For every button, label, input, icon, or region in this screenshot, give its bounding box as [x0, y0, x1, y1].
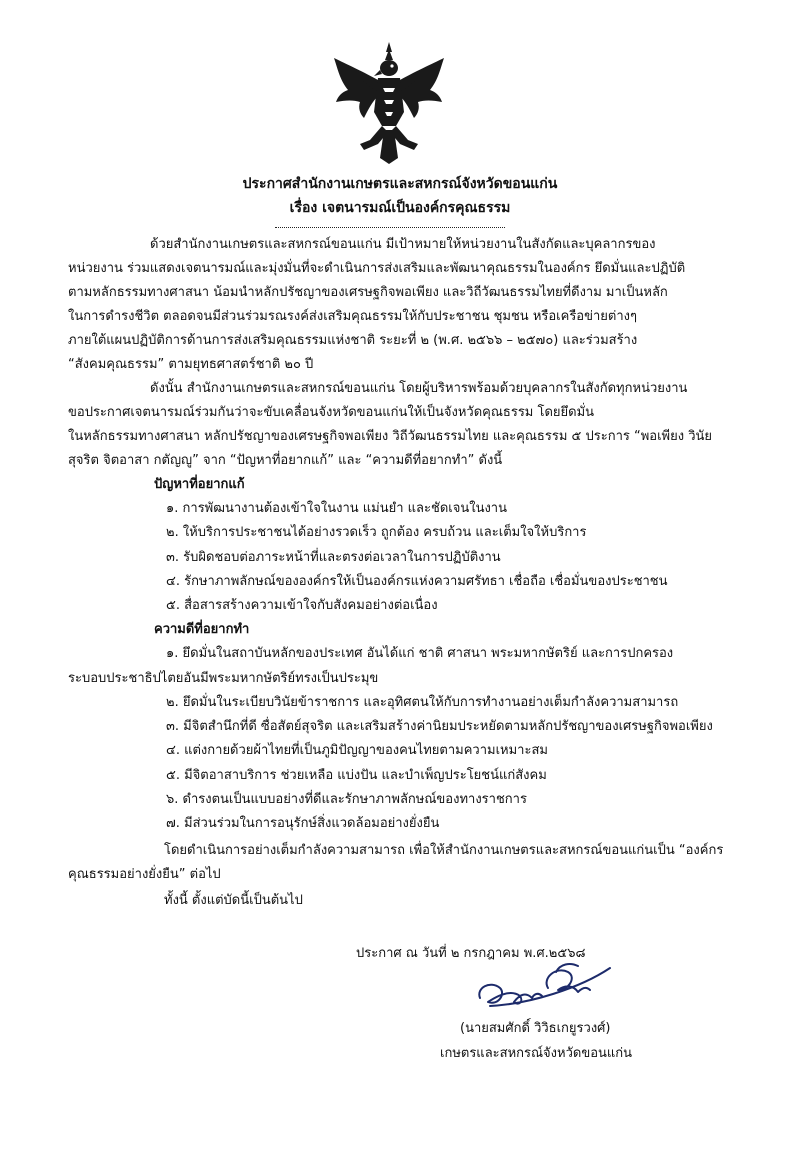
dotted-divider	[275, 227, 505, 228]
garuda-emblem-icon	[330, 40, 448, 165]
paragraph-line: ด้วยสำนักงานเกษตรและสหกรณ์ขอนแก่น มีเป้าหมายให้หน่วยงานในสังกัดและบุคลากรของ	[150, 237, 656, 252]
signer-position: เกษตรและสหกรณ์จังหวัดขอนแก่น	[440, 1046, 633, 1061]
list-item-continuation: ระบอบประชาธิปไตยอันมีพระมหากษัตริย์ทรงเป็นประมุข	[68, 670, 379, 686]
paragraph-line: ตามหลักธรรมทางศาสนา น้อมนำหลักปรัชญาของเศรษฐกิจพอเพียง และวิถีวัฒนธรรมไทยที่ดีงาม มาเป็นหลัก	[68, 285, 668, 300]
goods-heading: ความดีที่อยากทำ	[154, 622, 250, 638]
list-item: ๕. สื่อสารสร้างความเข้าใจกับสังคมอย่างต่อเนื่อง	[166, 598, 438, 614]
closing-line: โดยดำเนินการอย่างเต็มกำลังความสามารถ เพื่อให้สำนักงานเกษตรและสหกรณ์ขอนแก่นเป็น “องค์กร	[164, 842, 724, 858]
paragraph-line: สุจริต จิตอาสา กตัญญู” จาก “ปัญหาที่อยากแก้” และ “ความดีที่อยากทำ” ดังนี้	[68, 453, 503, 468]
effective-statement: ทั้งนี้ ตั้งแต่บัดนี้เป็นต้นไป	[164, 892, 303, 908]
closing-line: คุณธรรมอย่างยั่งยืน” ต่อไป	[68, 866, 221, 882]
paragraph-line: หน่วยงาน ร่วมแสดงเจตนารมณ์และมุ่งมั่นที่จะดำเนินการส่งเสริมและพัฒนาคุณธรรมในองค์กร ยึดมั่นและปฏิบัติ	[68, 261, 686, 276]
document-title: ประกาศสำนักงานเกษตรและสหกรณ์จังหวัดขอนแก่น	[242, 176, 558, 192]
list-item: ๔. รักษาภาพลักษณ์ขององค์กรให้เป็นองค์กรแห่งความศรัทธา เชื่อถือ เชื่อมั่นของประชาชน	[166, 573, 668, 589]
list-item: ๕. มีจิตอาสาบริการ ช่วยเหลือ แบ่งปัน และบำเพ็ญประโยชน์แก่สังคม	[166, 767, 547, 783]
list-item: ๖. ดำรงตนเป็นแบบอย่างที่ดีและรักษาภาพลักษณ์ของทางราชการ	[166, 791, 527, 807]
paragraph-line: ในหลักธรรมทางศาสนา หลักปรัชญาของเศรษฐกิจพอเพียง วิถีวัฒนธรรมไทย และคุณธรรม ๕ ประการ “พอเพียง วินัย	[68, 429, 713, 444]
list-item: ๓. รับผิดชอบต่อภาระหน้าที่และตรงต่อเวลาในการปฏิบัติงาน	[166, 549, 501, 565]
list-item: ๒. ยึดมั่นในระเบียบวินัยข้าราชการ และอุทิศตนให้กับการทำงานอย่างเต็มกำลังความสามารถ	[166, 694, 679, 710]
document-body	[68, 233, 740, 913]
list-item: ๑. ยึดมั่นในสถาบันหลักของประเทศ อันได้แก่ ชาติ ศาสนา พระมหากษัตริย์ และการปกครอง	[166, 646, 674, 662]
announce-date: ประกาศ ณ วันที่ ๒ กรกฎาคม พ.ศ.๒๕๖๘	[356, 946, 586, 961]
list-item: ๔. แต่งกายด้วยผ้าไทยที่เป็นภูมิปัญญาของคนไทยตามความเหมาะสม	[166, 743, 548, 759]
problems-heading: ปัญหาที่อยากแก้	[154, 477, 245, 492]
paragraph-2	[68, 377, 740, 473]
paragraph-line: ในการดำรงชีวิต ตลอดจนมีส่วนร่วมรณรงค์ส่งเสริมคุณธรรมให้กับประชาชน ชุมชน หรือเครือข่ายต่างๆ	[68, 309, 637, 324]
paragraph-line: ขอประกาศเจตนารมณ์ร่วมกันว่าจะขับเคลื่อนจังหวัดขอนแก่นให้เป็นจังหวัดคุณธรรม โดยยึดมั่น	[68, 405, 595, 420]
signer-name: (นายสมศักดิ์ วิวิธเกยูรวงศ์)	[460, 1021, 611, 1036]
paragraph-line: ภายใต้แผนปฏิบัติการด้านการส่งเสริมคุณธรรมแห่งชาติ ระยะที่ ๒ (พ.ศ. ๒๕๖๖ – ๒๕๗๐) และร่วมสร้าง	[68, 333, 638, 348]
paragraph-line: “สังคมคุณธรรม” ตามยุทธศาสตร์ชาติ ๒๐ ปี	[68, 357, 314, 372]
list-item: ๒. ให้บริการประชาชนได้อย่างรวดเร็ว ถูกต้อง ครบถ้วน และเต็มใจให้บริการ	[166, 525, 587, 541]
title-block	[0, 172, 800, 220]
list-item: ๓. มีจิตสำนึกที่ดี ซื่อสัตย์สุจริต และเสริมสร้างค่านิยมประหยัดตามหลักปรัชญาของเศรษฐกิจพอเพียง	[166, 719, 713, 735]
paragraph-1	[68, 233, 740, 377]
list-item: ๗. มีส่วนร่วมในการอนุรักษ์สิ่งแวดล้อมอย่างยั่งยืน	[166, 816, 440, 832]
document-subject: เรื่อง เจตนารมณ์เป็นองค์กรคุณธรรม	[289, 200, 511, 216]
list-item: ๑. การพัฒนางานต้องเข้าใจในงาน แม่นยำ และชัดเจนในงาน	[166, 501, 507, 516]
paragraph-line: ดังนั้น สำนักงานเกษตรและสหกรณ์ขอนแก่น โดยผู้บริหารพร้อมด้วยบุคลากรในสังกัดทุกหน่วยงาน	[150, 381, 688, 396]
signature-icon	[470, 958, 615, 1018]
